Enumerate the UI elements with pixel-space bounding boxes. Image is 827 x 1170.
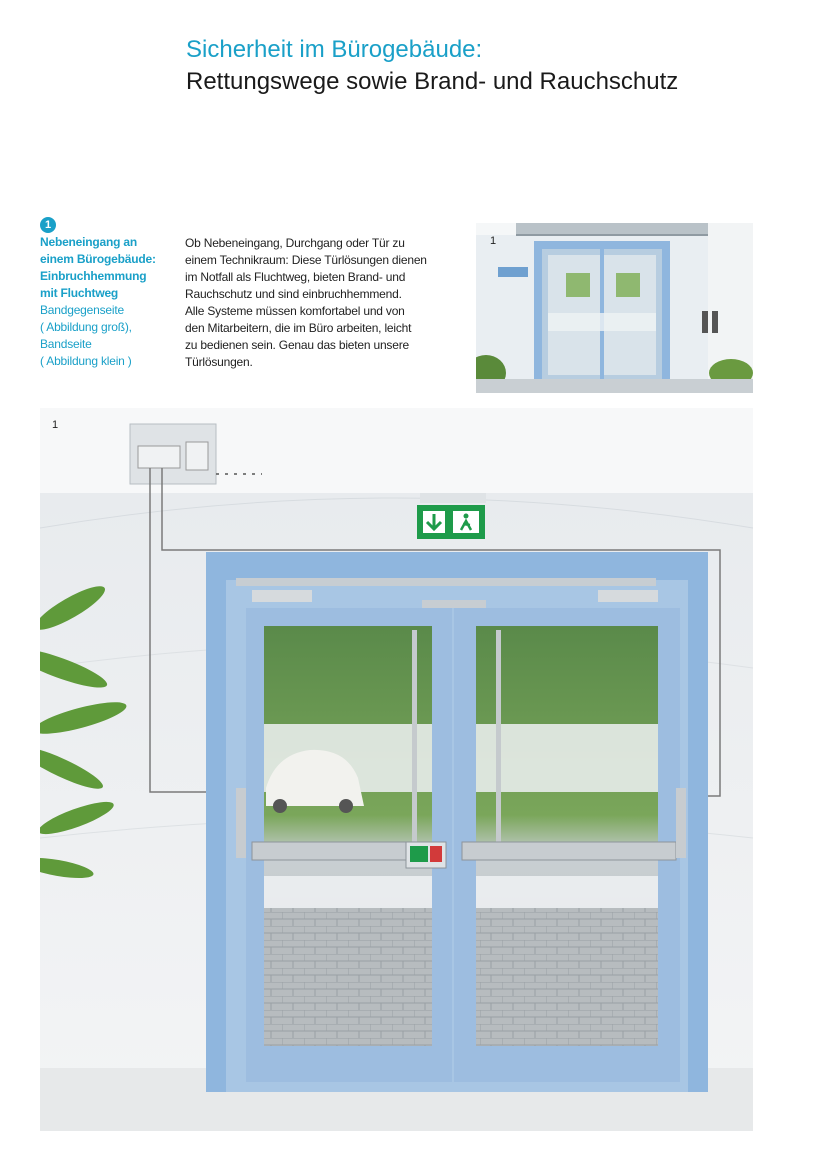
big-photo-label: 1 <box>52 419 59 431</box>
page-title <box>186 34 678 98</box>
title-line-1: Sicherheit im Bürogebäude: <box>186 36 483 63</box>
door-interior-photo <box>40 408 753 1131</box>
door-exterior-photo <box>476 223 753 393</box>
sidebar-heading: Nebeneingang an einem Bürogebäude: Einbruchhemmung mit Fluchtweg <box>40 235 156 300</box>
sidebar-subtext: Bandgegenseite ( Abbildung groß), Bandseite ( Abbildung klein ) <box>40 303 132 368</box>
small-photo-label: 1 <box>490 235 497 247</box>
body-paragraph: Ob Nebeneingang, Durchgang oder Tür zu einem Technikraum: Diese Türlösungen dienen im Notfall als Fluchtweg, bieten Brand- und Rauchschutz und sind einbruchhemmend. Alle Systeme müssen komfortabel und von den Mitarbeitern, die im Büro arbeiten, leicht zu bedienen sein. Genau das bieten unsere Türlösungen. <box>185 236 427 369</box>
sidebar-caption <box>40 217 180 370</box>
number-badge: 1 <box>40 217 56 233</box>
title-line-2: Rettungswege sowie Brand- und Rauchschutz <box>186 68 679 95</box>
